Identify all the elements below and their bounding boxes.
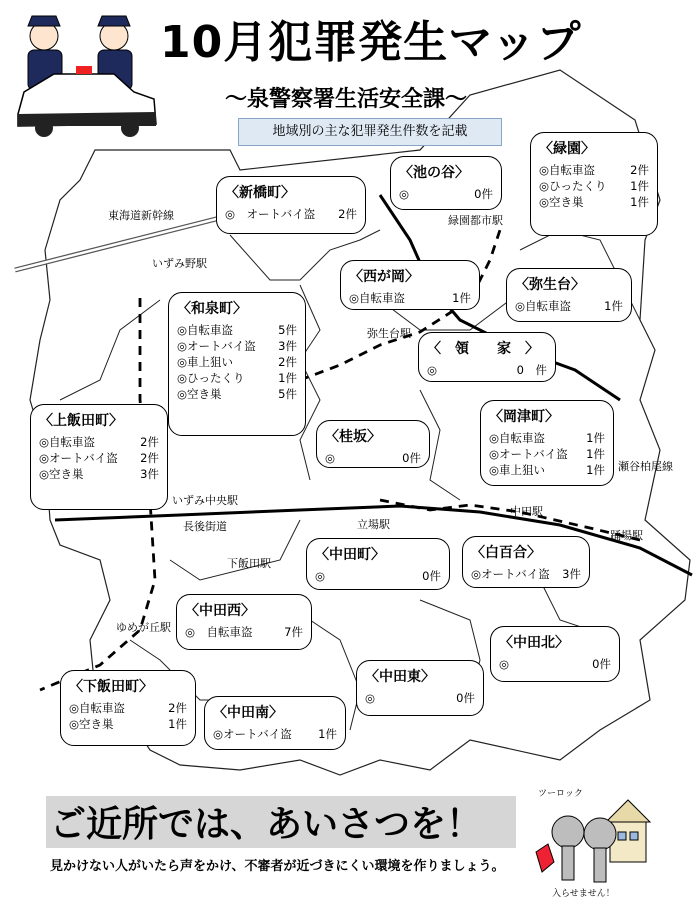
two-lock-illustration	[528, 782, 678, 902]
area-name: 〈白百合〉	[471, 545, 541, 561]
crime-row: ◎ 0件	[325, 451, 421, 465]
area-name: 〈中田東〉	[365, 669, 435, 685]
area-bubble-kamiiida	[30, 404, 168, 510]
area-bubble-okatsu	[480, 400, 614, 486]
crime-row: ◎ひったくり 1件	[539, 179, 649, 193]
station-tateba: 立場駅	[357, 518, 390, 531]
crime-row: ◎自転車盗 1件	[349, 291, 471, 305]
deco-bottom-label: 入らせません！	[552, 889, 615, 899]
crime-row: ◎空き巣 5件	[177, 387, 297, 401]
area-name: 〈中田西〉	[185, 603, 255, 619]
crime-row: ◎オートバイ盗 3件	[471, 567, 581, 581]
label-segayakashio: 瀬谷柏尾線	[618, 460, 673, 473]
station-shimoiida: 下飯田駅	[227, 557, 271, 570]
area-bubble-nakatakita	[490, 626, 620, 682]
area-bubble-shimoiida	[60, 670, 196, 746]
crime-row: ◎ 0件	[499, 657, 611, 671]
crime-row: ◎ 自転車盗 7件	[185, 625, 303, 639]
area-name: 〈中田南〉	[213, 705, 283, 721]
stop-hand-icon	[536, 844, 554, 872]
area-name: 〈新橋町〉	[225, 185, 295, 201]
crime-row: ◎自転車盗 5件	[177, 323, 297, 337]
crime-row: ◎空き巣 1件	[539, 195, 649, 209]
area-bubble-katsurazaka	[316, 420, 430, 468]
crime-row: ◎自転車盗 1件	[515, 299, 623, 313]
area-name: 〈中田町〉	[315, 547, 385, 563]
area-bubble-nakatacho	[306, 538, 450, 590]
area-bubble-ryoke	[418, 332, 556, 382]
area-name: 〈緑園〉	[539, 141, 595, 157]
crime-row: ◎オートバイ盗 1件	[213, 727, 337, 741]
crime-row: ◎車上狙い 1件	[489, 463, 605, 477]
station-izumichuo: いずみ中央駅	[172, 494, 238, 507]
area-bubble-nakataminami	[204, 696, 346, 750]
area-bubble-shirayuri	[462, 536, 590, 588]
crime-row: ◎自転車盗 2件	[69, 701, 187, 715]
key-icon	[552, 816, 584, 880]
crime-row: ◎ひったくり 1件	[177, 371, 297, 385]
area-name: 〈中田北〉	[499, 635, 569, 651]
crime-row: ◎オートバイ盗 1件	[489, 447, 605, 461]
station-odoriba: 踊場駅	[610, 529, 643, 542]
station-ryokuentoshi: 緑園都市駅	[448, 214, 503, 227]
crime-row: ◎ 0件	[399, 187, 493, 201]
internal-boundary	[60, 300, 160, 400]
area-bubble-nishigaoka	[340, 260, 480, 310]
page-title: 10月犯罪発生マップ	[160, 17, 582, 68]
message-text: 見かけない人がいたら声をかけ、不審者が近づきにくい環境を作りましょう。	[50, 859, 505, 874]
station-izumino: いずみ野駅	[152, 257, 207, 270]
crime-row: ◎自転車盗 1件	[489, 431, 605, 445]
police-illustration	[4, 4, 164, 144]
crime-row: ◎オートバイ盗 2件	[39, 451, 159, 465]
label-nagagokaido: 長後街道	[183, 520, 227, 533]
area-name: 〈 領 家 〉	[427, 341, 539, 357]
area-bubble-shinbashi	[216, 176, 366, 234]
crime-row: ◎ オートバイ盗 2件	[225, 207, 357, 221]
crime-row: ◎ 0件	[315, 569, 441, 583]
station-yayoidai: 弥生台駅	[367, 327, 411, 340]
crime-row: ◎自転車盗 2件	[39, 435, 159, 449]
slogan: ご近所では、あいさつを！	[50, 804, 483, 845]
crime-row: ◎ 0 件	[427, 363, 547, 377]
page-subtitle: ～泉警察署生活安全課～	[225, 87, 468, 112]
area-name: 〈弥生台〉	[515, 277, 585, 293]
crime-row: ◎空き巣 1件	[69, 717, 187, 731]
station-nakata: 中田駅	[510, 505, 543, 518]
label-shinkansen: 東海道新幹線	[108, 209, 174, 222]
crime-row: ◎オートバイ盗 3件	[177, 339, 297, 353]
station-yumegaoka: ゆめが丘駅	[116, 621, 171, 634]
area-name: 〈西が岡〉	[349, 269, 419, 285]
area-bubble-nakatanishi	[176, 594, 312, 650]
area-name: 〈岡津町〉	[489, 409, 559, 425]
area-bubble-nakatahigashi	[356, 660, 484, 716]
legend-note: 地域別の主な犯罪発生件数を記載	[238, 118, 502, 146]
area-name: 〈下飯田町〉	[69, 679, 153, 695]
area-name: 〈桂坂〉	[325, 429, 381, 445]
crime-row: ◎空き巣 3件	[39, 467, 159, 481]
area-name: 〈池の谷〉	[399, 165, 469, 181]
area-bubble-ikenotani	[390, 156, 502, 210]
deco-top-label: ツーロック	[538, 789, 583, 799]
area-bubble-midorien	[530, 132, 658, 236]
area-bubble-yayoidai	[506, 268, 632, 322]
area-name: 〈和泉町〉	[177, 301, 247, 317]
area-name: 〈上飯田町〉	[39, 413, 123, 429]
crime-row: ◎車上狙い 2件	[177, 355, 297, 369]
crime-row: ◎自転車盗 2件	[539, 163, 649, 177]
crime-row: ◎ 0件	[365, 691, 475, 705]
area-bubble-izumicho	[168, 292, 306, 436]
